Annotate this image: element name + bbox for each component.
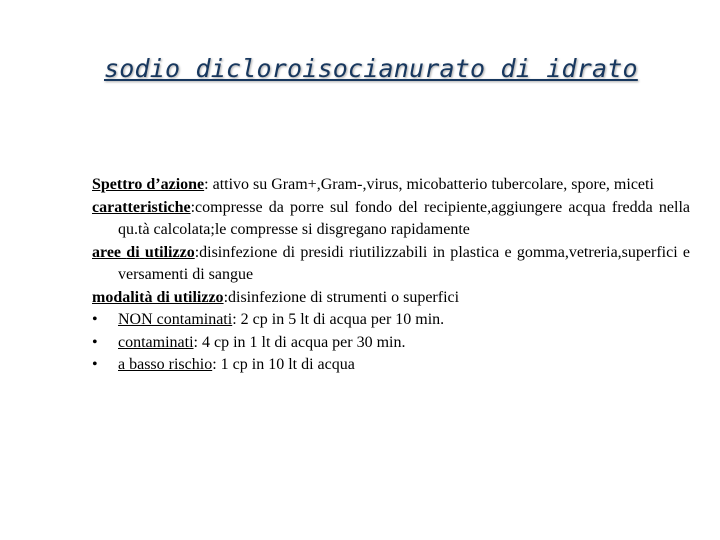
- slide-title: sodio dicloroisocianurato di idrato: [104, 54, 638, 83]
- aree-label-1: aree: [92, 243, 122, 261]
- slide-body: [92, 174, 690, 377]
- aree-label-2: di: [126, 243, 140, 261]
- paragraph-caratteristiche: [92, 197, 690, 242]
- caratteristiche-text: :compresse da porre sul fondo del recipiente,aggiungere acqua fredda nella qu.tà calcolata;le compresse si disgregano rapidamente: [118, 198, 690, 238]
- caratteristiche-label: caratteristiche: [92, 198, 191, 216]
- aree-label-3: utilizzo: [144, 243, 195, 261]
- modalita-text: :disinfezione di strumenti o superfici: [223, 288, 460, 306]
- modalita-label: modalità di utilizzo: [92, 288, 224, 306]
- bullet-text: : 4 cp in 1 lt di acqua per 30 min.: [193, 333, 406, 351]
- bullet-text: : 2 cp in 5 lt di acqua per 10 min.: [232, 311, 445, 328]
- paragraph-modalita: [92, 287, 690, 310]
- bullet-label: a basso rischio: [118, 356, 213, 373]
- bullet-dot: •: [92, 356, 98, 373]
- spettro-label: Spettro d’azione: [92, 176, 205, 193]
- bullet-item-non-contaminati: [92, 309, 690, 332]
- paragraph-aree: [92, 242, 690, 287]
- bullet-item-basso-rischio: [92, 354, 690, 377]
- bullet-text: : 1 cp in 10 lt di acqua: [212, 356, 355, 373]
- bullet-dot: •: [92, 311, 98, 328]
- bullet-dot: •: [92, 333, 98, 351]
- aree-text: :disinfezione di presidi riutilizzabili in plastica e gomma,vetreria,superfici e versamenti di sangue: [118, 243, 691, 283]
- bullet-label: contaminati: [118, 333, 194, 351]
- bullet-item-contaminati: [92, 332, 690, 355]
- paragraph-spettro: [92, 174, 690, 197]
- spettro-text: : attivo su Gram+,Gram-,virus, micobatterio tubercolare, spore, miceti: [204, 176, 654, 193]
- bullet-label: NON contaminati: [118, 311, 233, 328]
